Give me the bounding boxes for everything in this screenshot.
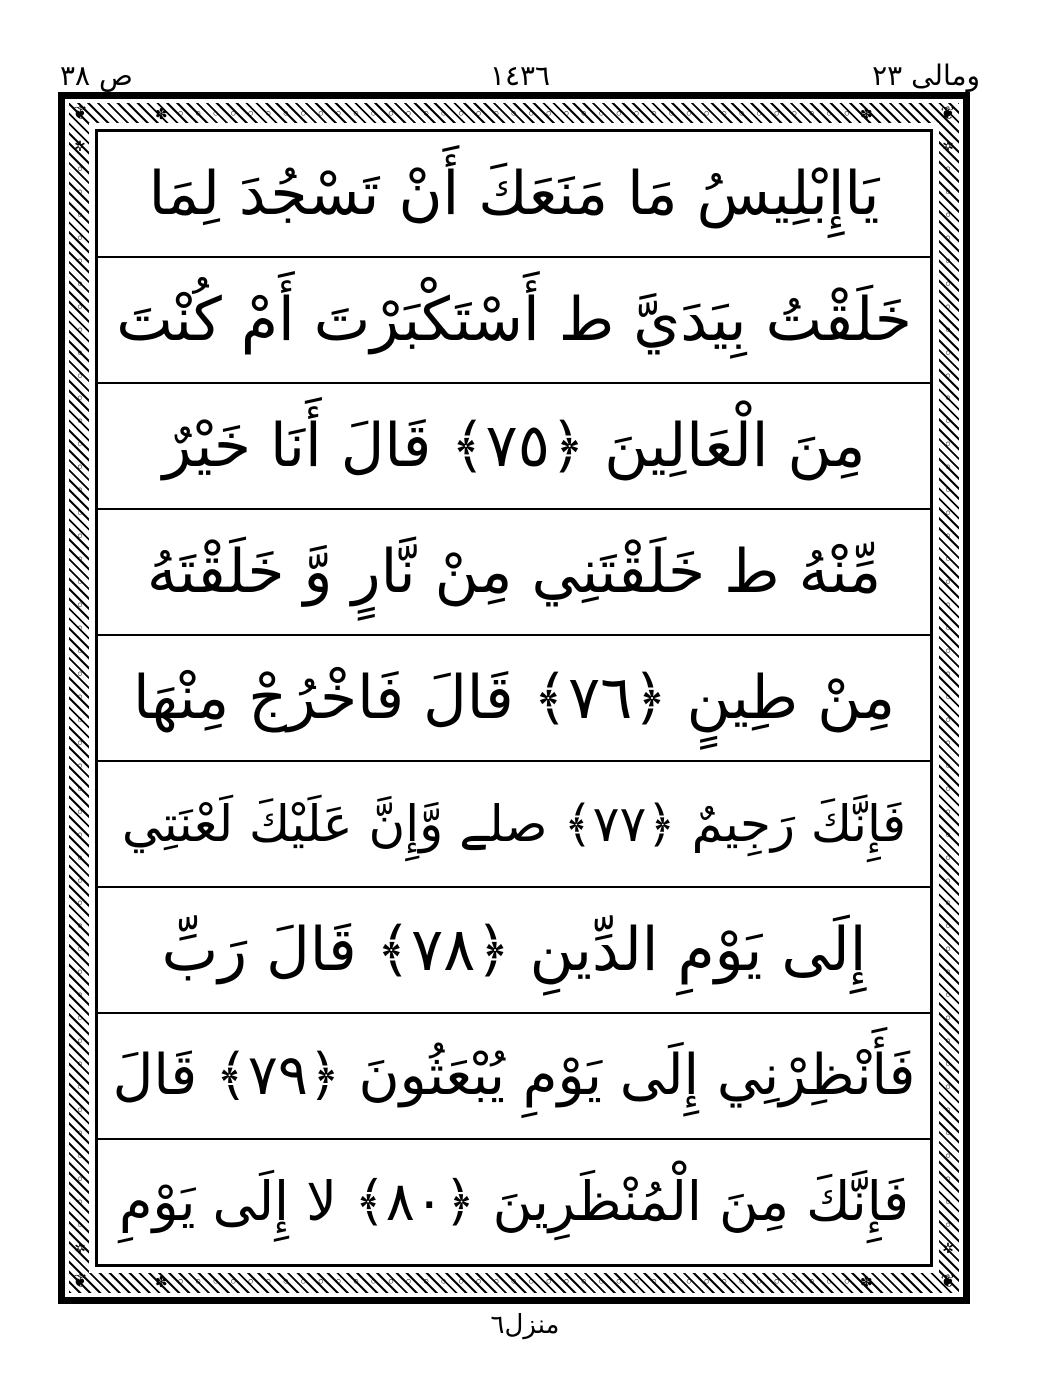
verse-line [98, 1014, 930, 1140]
verse-line-text: مِّنْهُ ط خَلَقْتَنِي مِنْ نَّارٍ وَّ خَلَقْتَهُ [146, 537, 882, 607]
verse-line [98, 384, 930, 510]
verse-line-text: مِنَ الْعَالِينَ ﴿٧٥﴾ قَالَ أَنَا خَيْرٌ [162, 411, 866, 481]
verse-text-panel [95, 129, 933, 1267]
verse-line [98, 888, 930, 1014]
verse-line [98, 132, 930, 258]
top-ornament-border: ✽ ◦ ◦ ◦ ◦ ◦ ◦ ◦ ◦ ◦ ◦ ◦ ◦ ◦ ◦ ◦ ◦ ◦ ◦ ◦ ◦ ◦ ◦ ◦ ◦ ◦ ◦ ◦ ◦ ◦ ◦ ◦ ◦ ◦ ◦ ◦ ◦ ◦ ◦ ◦ ✽ [155, 105, 873, 123]
corner-ornament-icon: ❦ [940, 103, 956, 124]
verse-line [98, 636, 930, 762]
verse-line-text: يَاإِبْلِيسُ مَا مَنَعَكَ أَنْ تَسْجُدَ لِمَا [148, 159, 880, 229]
corner-ornament-icon: ❦ [940, 1271, 956, 1292]
verse-line-text: مِنْ طِينٍ ﴿٧٦﴾ قَالَ فَاخْرُجْ مِنْهَا [132, 663, 896, 733]
page-footer-manzil: منزل٦ [490, 1310, 560, 1340]
verse-line-text: فَإِنَّكَ رَجِيمٌ ﴿٧٧﴾ صلے وَّإِنَّ عَلَيْكَ لَعْنَتِي [121, 795, 907, 853]
corner-ornament-icon: ❦ [72, 1271, 88, 1292]
verse-line [98, 258, 930, 384]
verse-line [98, 762, 930, 888]
header-para-label: ومالی ٢٣ [872, 59, 980, 92]
decorative-frame [58, 92, 970, 1304]
verse-line [98, 510, 930, 636]
left-ornament-border: ✲ ◦ ◦ ◦ ◦ ◦ ◦ ◦ ◦ ◦ ◦ ◦ ◦ ◦ ◦ ◦ ◦ ◦ ◦ ◦ ◦ ◦ ◦ ◦ ◦ ◦ ◦ ◦ ◦ ◦ ◦ ◦ ◦ ◦ ◦ ◦ ◦ ◦ ◦ ◦ ◦ ◦ ◦ ◦ ◦ ◦ ◦ ◦ ✲ [74, 139, 86, 1257]
verse-line [98, 1140, 930, 1264]
header-year: ١٤٣٦ [489, 59, 551, 92]
bottom-ornament-border: ✽ ◦ ◦ ◦ ◦ ◦ ◦ ◦ ◦ ◦ ◦ ◦ ◦ ◦ ◦ ◦ ◦ ◦ ◦ ◦ ◦ ◦ ◦ ◦ ◦ ◦ ◦ ◦ ◦ ◦ ◦ ◦ ◦ ◦ ◦ ◦ ◦ ◦ ◦ ◦ ✽ [155, 1273, 873, 1291]
right-ornament-border: ✲ ◦ ◦ ◦ ◦ ◦ ◦ ◦ ◦ ◦ ◦ ◦ ◦ ◦ ◦ ◦ ◦ ◦ ◦ ◦ ◦ ◦ ◦ ◦ ◦ ◦ ◦ ◦ ◦ ◦ ◦ ◦ ◦ ◦ ◦ ◦ ◦ ◦ ◦ ◦ ◦ ◦ ◦ ◦ ◦ ◦ ◦ ◦ ✲ [942, 139, 954, 1257]
corner-ornament-icon: ❦ [72, 103, 88, 124]
page-header [60, 56, 980, 96]
verse-line-text: فَأَنْظِرْنِي إِلَى يَوْمِ يُبْعَثُونَ ﴿٧٩﴾ قَالَ [112, 1043, 916, 1108]
header-page-number: ص ٣٨ [60, 59, 133, 92]
verse-line-text: خَلَقْتُ بِيَدَيَّ ط أَسْتَكْبَرْتَ أَمْ كُنْتَ [116, 285, 912, 355]
verse-line-text: فَإِنَّكَ مِنَ الْمُنْظَرِينَ ﴿٨٠﴾ لا إِلَى يَوْمِ [119, 1170, 909, 1233]
verse-line-text: إِلَى يَوْمِ الدِّينِ ﴿٧٨﴾ قَالَ رَبِّ [161, 915, 867, 985]
